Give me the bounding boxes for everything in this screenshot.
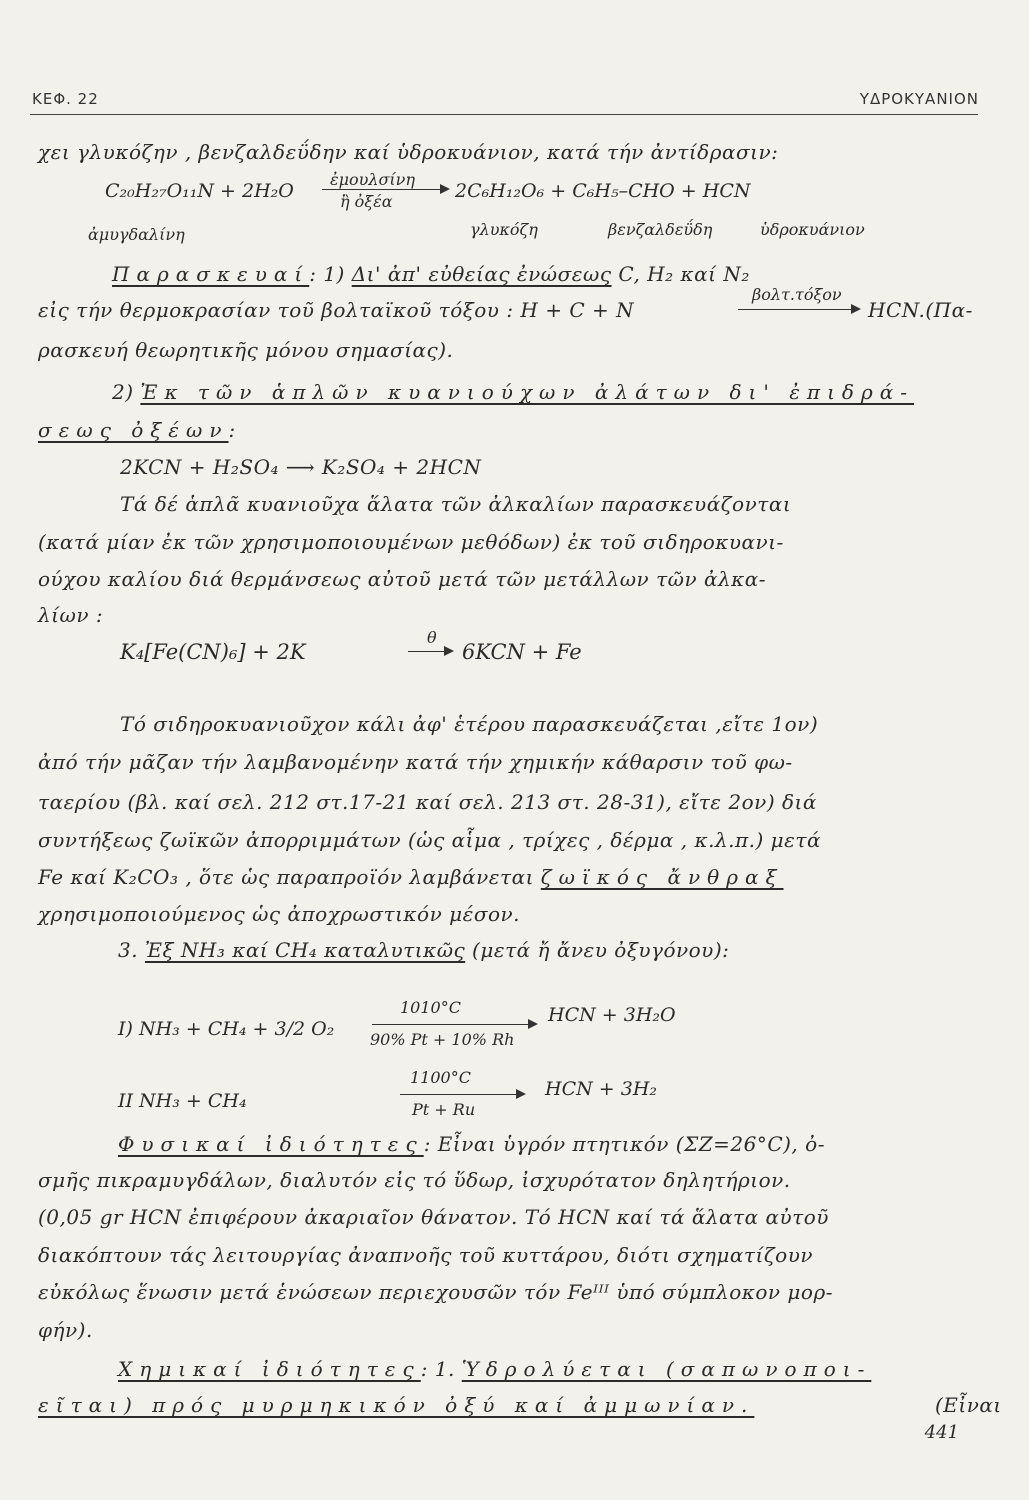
text-line: [112, 262, 750, 286]
text-line: χει γλυκόζην , βενζαλδεΰδην καί ὑδροκυάνιον, κατά τήν ἀντίδρασιν:: [38, 140, 779, 164]
text-line: εὐκόλως ἕνωσιν μετά ἑνώσεων περιεχουσῶν τόν Feᴵᴵᴵ ὑπό σύμπλοκον μορ-: [38, 1280, 833, 1304]
reaction-products: 6KCN + Fe: [462, 640, 582, 664]
text-line: [112, 380, 914, 404]
arc-arrow: [738, 309, 853, 310]
text-fragment: Fe καί K₂CO₃ , ὅτε ὡς παραπροϊόν λαμβάνεται: [38, 865, 541, 889]
section-heading-physical: Φυσικαί ἰδιότητες: [118, 1132, 424, 1156]
text-line: [38, 298, 634, 322]
reaction-products: 2C₆H₁₂O₆ + C₆H₅–CHO + HCN: [455, 180, 751, 202]
reaction-condition-bottom: 90% Pt + 10% Rh: [370, 1030, 515, 1049]
method-heading: Ἐκ τῶν ἁπλῶν κυανιούχων ἀλάτων δι' ἐπιδρά-: [140, 380, 914, 404]
reaction-reactants: II NH₃ + CH₄: [118, 1090, 247, 1112]
text-line: [38, 1393, 754, 1417]
text-fragment: : 1): [309, 262, 352, 286]
text-line: Τά δέ ἁπλᾶ κυανιοῦχα ἅλατα τῶν ἀλκαλίων παρασκευάζονται: [120, 492, 792, 516]
text-line: ούχου καλίου διά θερμάνσεως αὐτοῦ μετά τῶν μετάλλων τῶν ἀλκα-: [38, 567, 767, 591]
reaction-arrow: [372, 1024, 530, 1025]
text-fragment: 3.: [118, 938, 145, 962]
emphasis-hydrolysis-cont: εῖται) πρός μυρμηκικόν ὀξύ καί ἀμμωνίαν.: [38, 1393, 755, 1417]
reaction-products: HCN + 3H₂: [545, 1078, 658, 1100]
arrow-head: [440, 184, 450, 194]
text-fragment: :: [228, 418, 236, 442]
header-left: ΚΕΦ. 22: [32, 90, 99, 108]
text-fragment: C, H₂ καί N₂: [611, 262, 750, 286]
reaction-arrow: [322, 189, 442, 190]
text-line: [118, 938, 729, 962]
text-line: HCN.(Πα-: [868, 298, 973, 322]
text-fragment: 2): [112, 380, 141, 404]
label-glucose: γλυκόζη: [470, 220, 538, 239]
heat-symbol: θ: [427, 628, 437, 647]
text-fragment: : 1.: [420, 1357, 462, 1381]
text-line: φήν).: [38, 1318, 93, 1342]
section-heading-chemical: Χημικαί ἰδιότητες: [118, 1357, 421, 1381]
text-line: (Εἶναι: [935, 1393, 1002, 1417]
section-heading-preparations: Παρασκευαί: [112, 262, 310, 286]
emphasis-hydrolysis: Ὑδρολύεται (σαπωνοποι-: [461, 1357, 872, 1381]
header-rule: [30, 114, 978, 115]
text-line: [38, 418, 236, 442]
text-line: χρησιμοποιούμενος ὡς ἀποχρωστικόν μέσον.: [38, 902, 521, 926]
method-heading: Ἐξ NH₃ καί CH₄ καταλυτικῶς: [144, 938, 466, 962]
label-amygdalin: ἀμυγδαλίνη: [88, 225, 185, 244]
text-line: (0,05 gr HCN ἐπιφέρουν ἀκαριαῖον θάνατον. Τό HCN καί τά ἅλατα αὐτοῦ: [38, 1205, 829, 1229]
text-line: διακόπτουν τάς λειτουργίας ἀναπνοῆς τοῦ κυττάρου, διότι σχηματίζουν: [38, 1243, 814, 1267]
reaction-catalyst-bottom: ἢ ὀξέα: [340, 192, 393, 211]
arrow-head: [528, 1019, 538, 1029]
reaction-condition-top: 1100°C: [410, 1068, 471, 1087]
arrow-head: [851, 304, 861, 314]
method-heading: Δι' ἀπ' εὐθείας ἐνώσεως: [351, 262, 612, 286]
reaction-condition-bottom: Pt + Ru: [412, 1100, 476, 1119]
text-line: λίων :: [38, 603, 104, 627]
reaction-reactants: I) NH₃ + CH₄ + 3/2 O₂: [118, 1018, 335, 1040]
arrow-head: [444, 646, 454, 656]
label-benzaldehyde: βενζαλδεΰδη: [608, 220, 713, 239]
text-line: ταερίου (βλ. καί σελ. 212 στ.17-21 καί σελ. 213 στ. 28-31), εἴτε 2ον) διά: [38, 790, 817, 814]
arrow-head: [516, 1089, 526, 1099]
text-fragment: (μετά ἤ ἄνευ ὀξυγόνου):: [465, 938, 730, 962]
text-line: ἀπό τήν μᾶζαν τήν λαμβανομένην κατά τήν χημικήν κάθαρσιν τοῦ φω-: [38, 750, 793, 774]
text-line: [118, 1132, 825, 1156]
text-fragment: : Εἶναι ὑγρόν πτητικόν (ΣΖ=26°C), ὀ-: [423, 1132, 825, 1156]
reaction-products: HCN + 3H₂O: [548, 1004, 676, 1026]
reaction-arrow: [400, 1094, 518, 1095]
reaction-reactants: K₄[Fe(CN)₆] + 2K: [120, 640, 306, 664]
text-line: συντήξεως ζωϊκῶν ἀπορριμμάτων (ὡς αἷμα , τρίχες , δέρμα , κ.λ.π.) μετά: [38, 828, 821, 852]
text-line: (κατά μίαν ἐκ τῶν χρησιμοποιουμένων μεθόδων) ἐκ τοῦ σιδηροκυανι-: [38, 530, 784, 554]
reaction-catalyst-top: ἐμουλσίνη: [330, 170, 415, 189]
label-hcn: ὑδροκυάνιον: [760, 220, 865, 239]
reaction-reactants: C₂₀H₂₇O₁₁N + 2H₂O: [105, 180, 294, 202]
page-number: 441: [924, 1422, 959, 1443]
text-line: [38, 865, 783, 889]
text-line: Τό σιδηροκυανιοῦχον κάλι ἀφ' ἑτέρου παρασκευάζεται ,εἴτε 1ον): [120, 712, 819, 736]
reaction-line: 2KCN + H₂SO₄ ⟶ K₂SO₄ + 2HCN: [120, 455, 482, 479]
header-right: ΥΔΡΟΚΥΑΝΙΟΝ: [859, 90, 979, 108]
text-line: [118, 1357, 871, 1381]
method-heading-cont: σεως ὀξέων: [38, 418, 229, 442]
text-line: ρασκευή θεωρητικῆς μόνου σημασίας).: [38, 338, 454, 362]
reaction-condition-top: 1010°C: [400, 998, 461, 1017]
text-fragment: εἰς τήν θερμοκρασίαν τοῦ βολταϊκοῦ τόξου : H + C + N: [38, 298, 635, 322]
text-line: σμῆς πικραμυγδάλων, διαλυτόν εἰς τό ὕδωρ, ἰσχυρότατον δηλητήριον.: [38, 1168, 791, 1192]
heat-arrow: [408, 651, 446, 652]
emphasis-animal-charcoal: ζωϊκός ἄνθραξ: [540, 865, 784, 889]
arc-label: βολτ.τόξον: [752, 285, 842, 304]
